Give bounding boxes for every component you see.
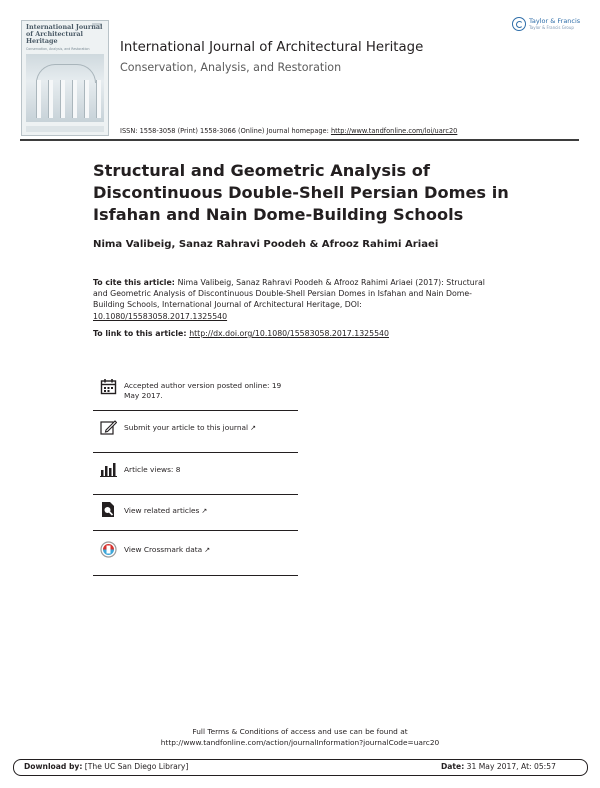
cover-footer <box>26 126 104 132</box>
cover-subtitle: Conservation, Analysis, and Restoration <box>26 47 90 51</box>
journal-title: International Journal of Architectural Heritage <box>120 40 424 55</box>
crossmark-row[interactable] <box>93 530 298 576</box>
cover-building-photo <box>26 54 104 122</box>
related-articles-link[interactable]: View related articles ↗ <box>124 506 208 515</box>
crossmark-icon <box>100 541 117 558</box>
header-divider <box>20 139 579 141</box>
download-by-label: Download by: <box>24 762 83 771</box>
citation-text: Nima Valibeig, Sanaz Rahravi Poodeh & Afrooz Rahimi Ariaei (2017): Structural and Geometric Analysis of Discontinuous Double-Shell Persian Domes in Isfahan and Nain Dome-Building Schools, International Journal of Architectural Heritage, DOI: <box>93 278 485 310</box>
download-date-value: 31 May 2017, At: 05:57 <box>464 762 556 771</box>
accepted-date-text: Accepted author version posted online: 19 May 2017. <box>124 381 282 400</box>
document-search-icon <box>100 501 117 518</box>
publisher-logo-icon <box>512 17 526 31</box>
publisher-name: Taylor & Francis <box>529 17 581 25</box>
citation-block <box>93 277 493 322</box>
issn-text: ISSN: 1558-3058 (Print) 1558-3066 (Online) Journal homepage: <box>120 127 331 135</box>
journal-subtitle: Conservation, Analysis, and Restoration <box>120 61 342 74</box>
article-authors: Nima Valibeig, Sanaz Rahravi Poodeh & Afrooz Rahimi Ariaei <box>93 239 439 250</box>
journal-cover-image <box>21 20 109 136</box>
bar-chart-icon <box>100 461 117 478</box>
crossmark-link[interactable]: View Crossmark data ↗ <box>124 545 211 554</box>
publisher-logo[interactable] <box>512 17 586 35</box>
related-articles-row[interactable] <box>93 494 298 531</box>
cover-title: International Journal of Architectural Heritage <box>26 23 103 45</box>
link-label: To link to this article: <box>93 329 190 338</box>
download-info-bar <box>13 759 588 776</box>
external-link-icon: ↗ <box>250 424 256 432</box>
external-link-icon: ↗ <box>201 507 208 515</box>
article-doi-link[interactable]: http://dx.doi.org/10.1080/15583058.2017.1325540 <box>189 329 389 338</box>
calendar-icon <box>100 378 117 395</box>
article-link-line <box>93 329 389 338</box>
article-views-text: Article views: 8 <box>124 465 181 474</box>
article-title: Structural and Geometric Analysis of Discontinuous Double-Shell Persian Domes in Isfahan and Nain Dome-Building Schools <box>93 161 509 224</box>
download-date-label: Date: <box>441 762 465 771</box>
submit-article-link[interactable]: Submit your article to this journal ↗ <box>124 423 256 432</box>
download-date <box>441 762 556 771</box>
accepted-date-row <box>93 372 298 411</box>
pencil-icon <box>100 419 117 436</box>
publisher-tagline: Taylor & Francis Group <box>529 25 574 30</box>
download-by-value: [The UC San Diego Library] <box>82 762 189 771</box>
submit-article-row[interactable] <box>93 410 298 453</box>
citation-doi-link[interactable]: 10.1080/15583058.2017.1325540 <box>93 311 228 321</box>
article-views-row <box>93 452 298 495</box>
terms-text: Full Terms & Conditions of access and use can be found at <box>192 727 408 736</box>
terms-url-link[interactable]: http://www.tandfonline.com/action/journalInformation?journalCode=uarc20 <box>160 738 440 747</box>
citation-label: To cite this article: <box>93 278 178 287</box>
issn-line <box>120 127 457 135</box>
journal-homepage-link[interactable]: http://www.tandfonline.com/loi/uarc20 <box>330 127 458 135</box>
external-link-icon: ↗ <box>204 546 211 554</box>
download-by <box>24 762 188 771</box>
